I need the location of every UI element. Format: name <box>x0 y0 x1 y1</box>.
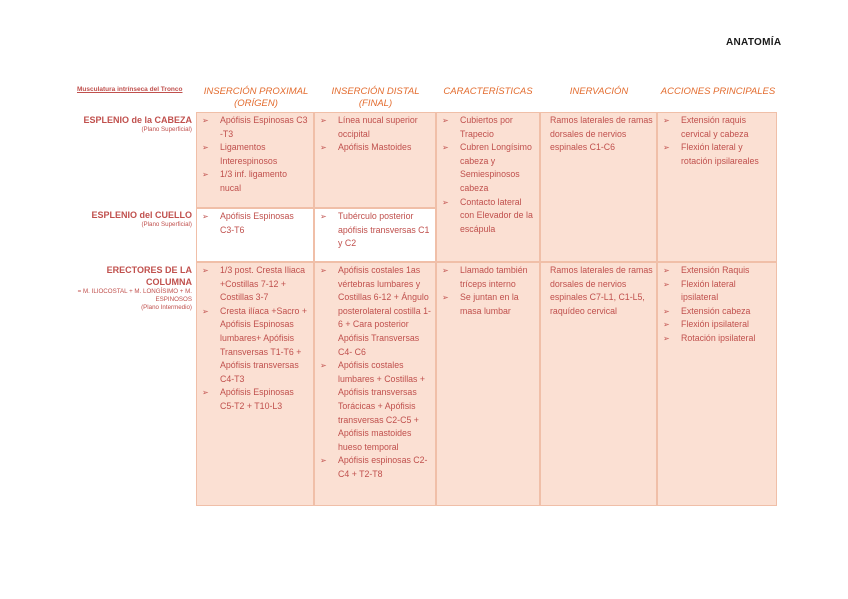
cell-erectores-acciones <box>657 262 777 506</box>
list-item: ➢ Flexión lateral y rotación ipsilareales <box>662 141 773 168</box>
list-item: ➢ Apófisis costales lumbares + Costillas + Apófisis transversas Torácicas + Apófisis transversas C2-C5 + Apófisis mastoides hueso temporal <box>319 359 432 454</box>
row-label-esplenio-cuello <box>70 209 192 229</box>
list-item: ➢ Cubiertos por Trapecio <box>441 114 536 141</box>
cell-cabeza-distal <box>314 112 436 208</box>
cell-erectores-distal <box>314 262 436 506</box>
cell-cuello-proximal <box>196 208 314 262</box>
list-item: ➢ Apófisis Espinosas C3-T6 <box>201 210 310 237</box>
cell-esplenio-acciones <box>657 112 777 262</box>
column-header-distal: INSERCIÓN DISTAL (FINAL) <box>331 86 420 109</box>
inervacion-text: Ramos laterales de ramas dorsales de nervios espinales C1-C6 <box>550 115 653 153</box>
row-sub: = M. ILIOCOSTAL + M. LONGÍSIMO + M. ESPINOSOS <box>77 288 192 303</box>
list-item: ➢ Rotación ipsilateral <box>662 332 773 346</box>
cell-esplenio-caracteristicas <box>436 112 540 262</box>
list-item: ➢ Flexión lateral ipsilateral <box>662 278 773 305</box>
row-name: ERECTORES DE LA COLUMNA <box>106 265 192 287</box>
column-header-inervacion: INERVACIÓN <box>569 86 629 97</box>
list-item: ➢ Llamado también tríceps interno <box>441 264 536 291</box>
cell-erectores-caracteristicas <box>436 262 540 506</box>
list-item: ➢ Extensión Raquis <box>662 264 773 278</box>
list-item: ➢ Ligamentos Interespinosos <box>201 141 310 168</box>
list-item: ➢ Cresta ilíaca +Sacro + Apófisis Espinosas lumbares+ Apófisis Transversas T1-T6 + Apófisis transversas C4-T3 <box>201 305 310 387</box>
cell-erectores-inervacion <box>540 262 657 506</box>
list-item: ➢ Apófisis costales 1as vértebras lumbares y Costillas 6-12 + Ángulo posterolateral costilla 1-6 + Cara posterior Apófisis Transversas C4- C6 <box>319 264 432 359</box>
list-item: ➢ Apófisis Espinosas C5-T2 + T10-L3 <box>201 386 310 413</box>
anatomy-table <box>196 112 777 506</box>
list-item: ➢ Línea nucal superior occipital <box>319 114 432 141</box>
row-sub-plane: (Plano Intermedio) <box>141 304 192 311</box>
cell-esplenio-inervacion <box>540 112 657 262</box>
inervacion-text: Ramos laterales de ramas dorsales de nervios espinales C7-L1, C1-L5, raquídeo cervical <box>550 265 653 316</box>
column-header-proximal: INSERCIÓN PROXIMAL (ORÍGEN) <box>203 86 309 109</box>
list-item: ➢ Contacto lateral con Elevador de la escápula <box>441 196 536 237</box>
row-label-esplenio-cabeza <box>70 114 192 134</box>
list-item: ➢ Se juntan en la masa lumbar <box>441 291 536 318</box>
list-item: ➢ Flexión ipsilateral <box>662 318 773 332</box>
column-header-acciones: ACCIONES PRINCIPALES <box>660 86 776 97</box>
row-label-erectores <box>70 264 192 312</box>
cell-erectores-proximal <box>196 262 314 506</box>
list-item: ➢ Extensión raquis cervical y cabeza <box>662 114 773 141</box>
list-item: ➢ 1/3 inf. ligamento nucal <box>201 168 310 195</box>
list-item: ➢ Extensión cabeza <box>662 305 773 319</box>
cell-cabeza-proximal <box>196 112 314 208</box>
cell-cuello-distal <box>314 208 436 262</box>
list-item: ➢ Cubren Longísimo cabeza y Semiespinosos cabeza <box>441 141 536 195</box>
row-sub: (Plano Superficial) <box>141 221 192 228</box>
list-item: ➢ Apófisis espinosas C2-C4 + T2-T8 <box>319 454 432 481</box>
page-header-title: ANATOMÍA <box>726 37 782 48</box>
list-item: ➢ Apófisis Mastoides <box>319 141 432 155</box>
row-sub: (Plano Superficial) <box>141 126 192 133</box>
column-header-caracteristicas: CARACTERÍSTICAS <box>443 86 533 97</box>
list-item: ➢ 1/3 post. Cresta Iliaca +Costillas 7-12 + Costillas 3-7 <box>201 264 310 305</box>
list-item: ➢ Tubérculo posterior apófisis transversas C1 y C2 <box>319 210 432 251</box>
table-corner-label: Musculatura intrínseca del Tronco <box>77 86 183 93</box>
row-name: ESPLENIO del CUELLO <box>91 210 192 220</box>
list-item: ➢ Apófisis Espinosas C3 -T3 <box>201 114 310 141</box>
row-name: ESPLENIO de la CABEZA <box>83 115 192 125</box>
